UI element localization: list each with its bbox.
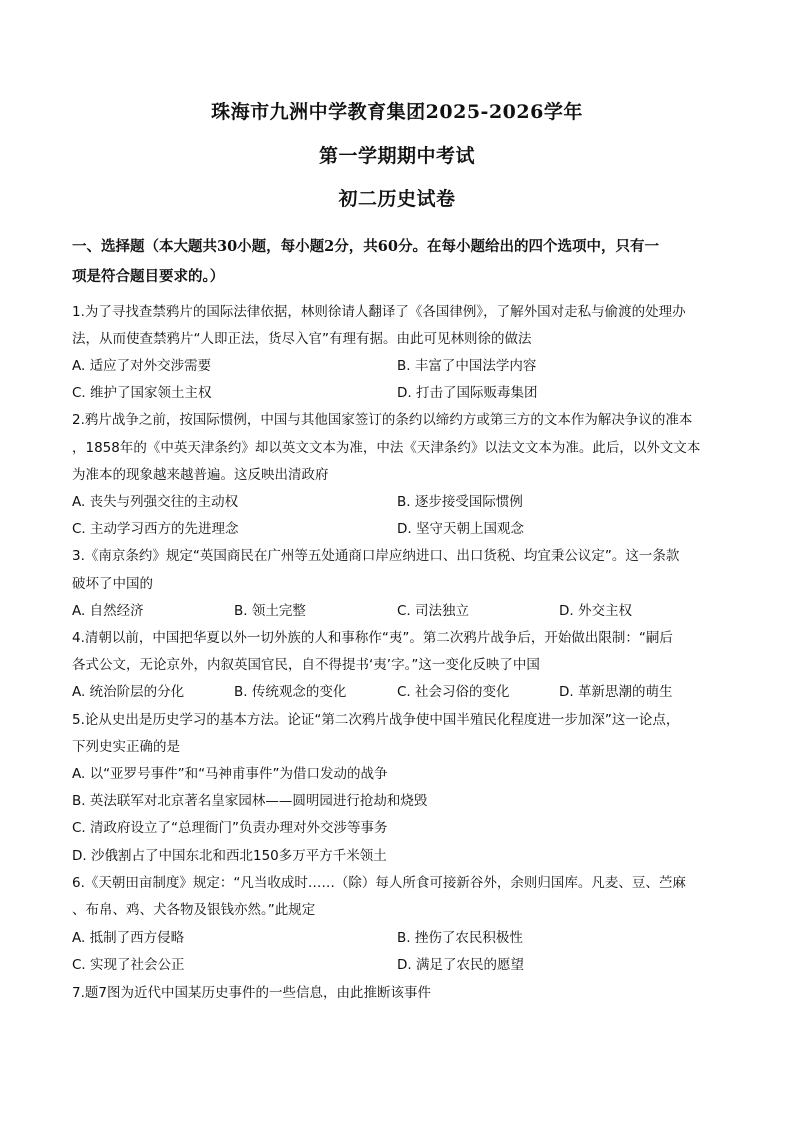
q2-stem-line-2: ，1858年的《中英天津条约》却以英文文本为准，中法《天津条约》以法文文本为准。此后，以外文文本 xyxy=(72,440,701,456)
q2-option-c: C. 主动学习西方的先进理念 xyxy=(72,521,239,537)
q1-stem-line-2: 法，从而使查禁鸦片“人即正法，货尽入官”有理有据。由此可见林则徐的做法 xyxy=(72,331,532,347)
q2-stem-line-3: 为准本的现象越来越普遍。这反映出清政府 xyxy=(72,467,329,483)
q3-option-c: C. 司法独立 xyxy=(397,603,470,619)
q6-stem-line-1: 6.《天朝田亩制度》规定：“凡当收成时……（除）每人所食可接新谷外，余则归国库。凡麦、豆、苎麻 xyxy=(72,875,686,891)
q7-stem-line-1: 7.题7图为近代中国某历史事件的一些信息，由此推断该事件 xyxy=(72,985,431,1001)
q2-stem-line-1: 2.鸦片战争之前，按国际惯例，中国与其他国家签订的条约以缔约方或第三方的文本作为解决争议的准本 xyxy=(72,412,693,428)
q1-option-a: A. 适应了对外交涉需要 xyxy=(72,358,212,374)
subject-title: 初二历史试卷 xyxy=(338,188,456,210)
exam-term-title: 第一学期期中考试 xyxy=(318,145,475,167)
q2-option-d: D. 坚守天朝上国观念 xyxy=(397,521,524,537)
q5-option-c: C. 清政府设立了“总理衙门”负责办理对外交涉等事务 xyxy=(72,820,388,836)
q6-option-c: C. 实现了社会公正 xyxy=(72,957,185,973)
q6-stem-line-2: 、布帛、鸡、犬各物及银钱亦然。”此规定 xyxy=(72,902,316,918)
q4-option-b: B. 传统观念的变化 xyxy=(234,684,347,700)
school-title: 珠海市九洲中学教育集团2025-2026学年 xyxy=(211,101,583,123)
q4-stem-line-1: 4.清朝以前，中国把华夏以外一切外族的人和事称作“夷”。第二次鸦片战争后，开始做出限制：“嗣后 xyxy=(72,630,673,646)
q5-stem-line-1: 5.论从史出是历史学习的基本方法。论证“第二次鸦片战争使中国半殖民化程度进一步加深”这一论点， xyxy=(72,712,680,728)
section-heading-line-2: 项是符合题目要求的。） xyxy=(72,268,225,285)
q4-stem-line-2: 各式公文，无论京外，内叙英国官民，自不得提书‘夷’字。”这一变化反映了中国 xyxy=(72,657,540,673)
q3-stem-line-1: 3.《南京条约》规定“英国商民在广州等五处通商口岸应纳进口、出口货税、均宜秉公议定”。这一条款 xyxy=(72,548,680,564)
q2-option-b: B. 逐步接受国际惯例 xyxy=(397,494,523,510)
q6-option-d: D. 满足了农民的愿望 xyxy=(397,957,524,973)
q1-option-c: C. 维护了国家领土主权 xyxy=(72,385,212,401)
q3-stem-line-2: 破坏了中国的 xyxy=(72,576,153,592)
q2-option-a: A. 丧失与列强交往的主动权 xyxy=(72,494,239,510)
q5-stem-line-2: 下列史实正确的是 xyxy=(72,739,180,755)
q6-option-a: A. 抵制了西方侵略 xyxy=(72,930,185,946)
q3-option-d: D. 外交主权 xyxy=(559,603,632,619)
q3-option-b: B. 领土完整 xyxy=(234,603,306,619)
q6-option-b: B. 挫伤了农民积极性 xyxy=(397,930,523,946)
q1-option-d: D. 打击了国际贩毒集团 xyxy=(397,385,538,401)
q5-option-d: D. 沙俄割占了中国东北和西北150多万平方千米领土 xyxy=(72,848,387,864)
q1-stem-line-1: 1.为了寻找查禁鸦片的国际法律依据，林则徐请人翻译了《各国律例》，了解外国对走私与偷渡的处理办 xyxy=(72,304,686,320)
q4-option-d: D. 革新思潮的萌生 xyxy=(559,684,673,700)
q4-option-c: C. 社会习俗的变化 xyxy=(397,684,510,700)
q5-option-b: B. 英法联军对北京著名皇家园林——圆明园进行抢劫和烧毁 xyxy=(72,793,428,809)
q1-option-b: B. 丰富了中国法学内容 xyxy=(397,358,537,374)
section-heading-line-1: 一、选择题（本大题共30小题，每小题2分，共60分。在每小题给出的四个选项中，只有一 xyxy=(72,238,659,255)
q5-option-a: A. 以“亚罗号事件”和“马神甫事件”为借口发动的战争 xyxy=(72,766,388,782)
q4-option-a: A. 统治阶层的分化 xyxy=(72,684,185,700)
q3-option-a: A. 自然经济 xyxy=(72,603,144,619)
